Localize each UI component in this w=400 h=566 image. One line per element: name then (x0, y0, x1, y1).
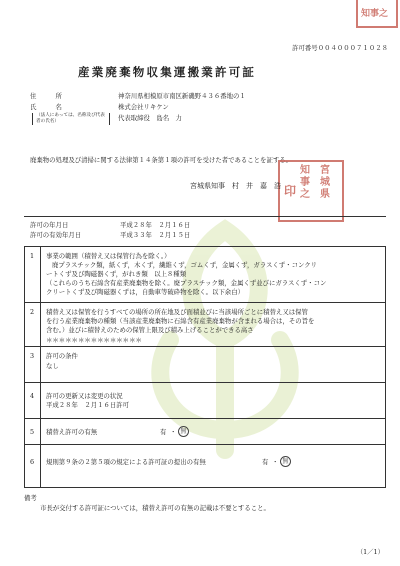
seal-char-2: 知事之 (300, 165, 310, 200)
section-divider-4 (24, 418, 386, 419)
section-number-6: 6 (30, 458, 35, 466)
name-note: （法人にあっては、名称及び代表者の氏名） (36, 113, 105, 124)
section-6-line-1: 規則第９条の２第５項の規定による許可証の提出の有無 (46, 458, 206, 466)
section-divider-3 (24, 382, 386, 383)
section-number-4: 4 (30, 392, 35, 400)
date-label-1: 許可の年月日 (30, 221, 69, 229)
section-2-line-4: ＊＊＊＊＊＊＊＊＊＊＊＊＊＊＊ (46, 336, 142, 344)
section-6-choice-no: 無 (280, 456, 291, 467)
number-column-divider (40, 246, 41, 487)
date-value-2: 平成３３年 ２月１５日 (120, 231, 191, 239)
issuer: 宮城県知事 村 井 嘉 浩 (190, 182, 281, 190)
section-4-line-2: 平成２８年 ２月１６日許可 (46, 401, 130, 409)
address-label: 住 所 (30, 92, 62, 100)
section-5-separator: ・ (170, 428, 177, 436)
section-6-separator: ・ (272, 458, 279, 466)
section-2-line-2: を行う産業廃棄物の種類（当該産業廃棄物に石綿含有産業廃棄物が含まれる場合は，その旨を (46, 317, 315, 325)
section-1-line-3: ートくず及び陶磁器くず，がれき類 以上８種類 (46, 270, 187, 278)
section-5-choice-yes: 有 (160, 428, 167, 436)
dates-top-border (24, 216, 386, 217)
remarks-label: 備考 (24, 494, 37, 502)
section-divider-1 (24, 302, 386, 303)
section-4-line-1: 許可の更新又は変更の状況 (46, 392, 123, 400)
section-5-choice-no: 無 (178, 426, 189, 437)
section-number-1: 1 (30, 252, 35, 260)
section-3-line-2: なし (46, 362, 59, 370)
section-5-line-1: 積替え許可の有無 (46, 428, 98, 436)
section-6-choice-yes: 有 (262, 458, 269, 466)
seal-char-3: 印 (284, 184, 297, 198)
section-1-line-5: クリートくず及び陶磁器くずは，自動車等破砕物を除く。以下余白） (46, 288, 244, 296)
section-number-2: 2 (30, 308, 35, 316)
section-2-line-1: 積替え又は保管を行うすべての場所の所在地及び面積並びに当該場所ごとに積替え又は保管 (46, 308, 308, 316)
top-seal (356, 0, 398, 28)
section-number-3: 3 (30, 352, 35, 360)
section-divider-2 (24, 346, 386, 347)
company-name: 株式会社リキケン (118, 103, 169, 111)
section-2-line-3: 含む。）並びに積替えのための保管上限及び積み上げることができる高さ (46, 326, 254, 334)
permit-number: 許可番号００４０００７１０２８ (292, 44, 388, 52)
page-number: （1／1） (356, 548, 384, 556)
remarks-text: 市長が交付する許可証については，積替え許可の有無の記載は不要とすること。 (40, 504, 270, 512)
seal-char-1: 宮城県 (320, 165, 330, 200)
section-divider-5 (24, 444, 386, 445)
section-1-line-1: 事業の範囲（積替え又は保管行為を除く。） (46, 252, 171, 260)
address-value: 神奈川県相模原市南区新磯野４３６番地の１ (118, 92, 246, 100)
page-title: 産業廃棄物収集運搬業許可証 (78, 65, 257, 79)
name-label: 氏 名 (30, 103, 62, 111)
representative: 代表取締役 島名 力 (118, 114, 182, 122)
section-1-line-2: 廃プラスチック類，紙くず，木くず，繊維くず，ゴムくず，金属くず，ガラスくず・コンクリ (52, 261, 318, 269)
section-3-line-1: 許可の条件 (46, 352, 78, 360)
date-label-2: 許可の有効年月日 (30, 231, 82, 239)
section-number-5: 5 (30, 428, 35, 436)
section-1-line-4: （これらのうち石綿含有産業廃棄物を除く。廃プラスチック類，金属くず並びにガラスくず・コン (46, 279, 327, 287)
top-seal-text: 知事之 (361, 9, 389, 19)
date-value-1: 平成２８年 ２月１６日 (120, 221, 191, 229)
statement: 廃棄物の処理及び清掃に関する法律第１４条第１項の許可を受けた者であることを証する。 (30, 156, 293, 164)
